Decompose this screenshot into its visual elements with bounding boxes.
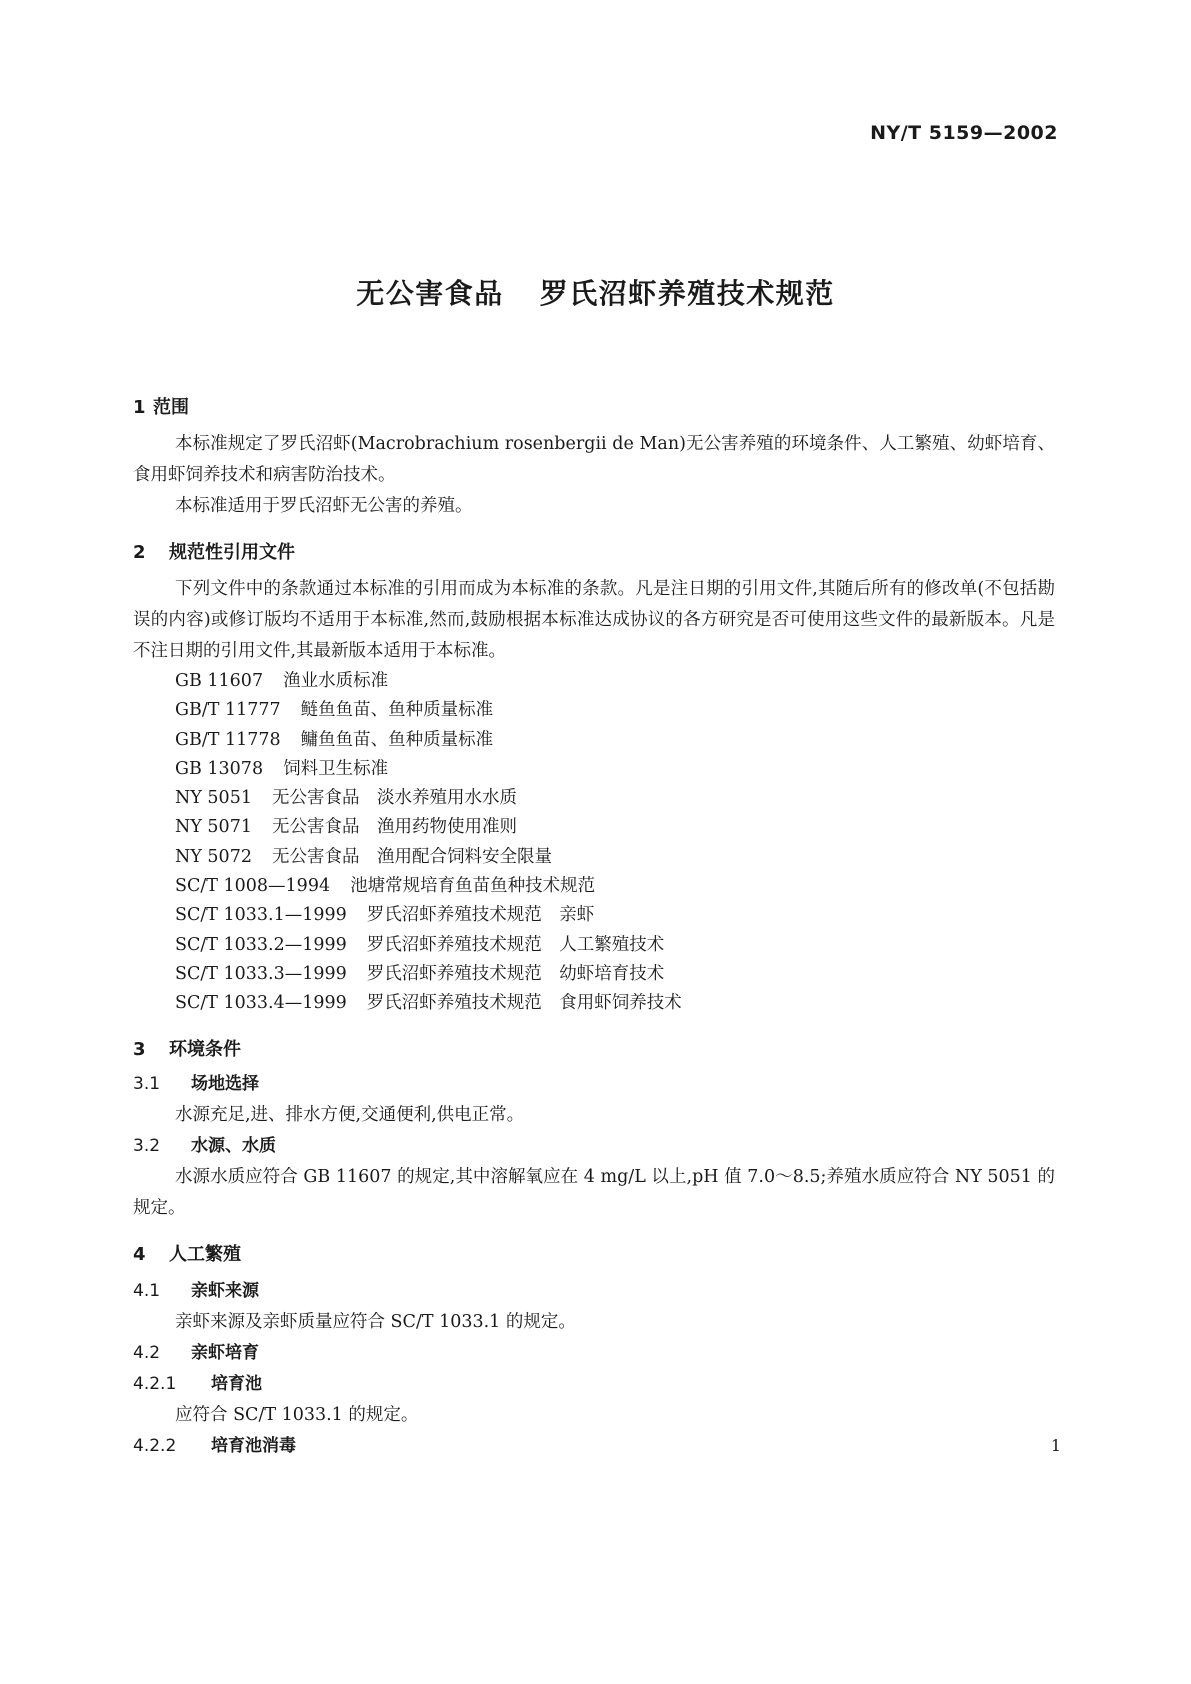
section-number: 2 [133,542,146,563]
reference-code: NY 5072 [175,846,252,867]
title-part2: 罗氏沼虾养殖技术规范 [539,277,835,310]
section-number: 4.2.1 [133,1373,177,1394]
reference-code: SC/T 1033.3—1999 [175,963,347,984]
section-2-heading [133,538,1055,568]
section-number: 4 [133,1243,146,1265]
reference-code: GB/T 11777 [175,700,281,721]
section-number: 3 [133,1038,146,1060]
reference-item [133,872,1055,901]
reference-item [133,755,1055,784]
section-title: 规范性引用文件 [169,542,295,563]
section-4-1-heading [133,1276,1055,1307]
reference-code: NY 5051 [175,788,252,809]
reference-title: 罗氏沼虾养殖技术规范 幼虾培育技术 [366,963,665,984]
section-3-1-heading [133,1069,1055,1100]
section-title: 环境条件 [169,1038,241,1060]
reference-code: SC/T 1033.4—1999 [175,993,347,1014]
section-number: 3.2 [133,1135,161,1156]
reference-title: 罗氏沼虾养殖技术规范 食用虾饲养技术 [366,993,682,1014]
section-3-2-paragraph: 水源水质应符合 GB 11607 的规定,其中溶解氧应在 4 mg/L 以上,pH 值 7.0～8.5;养殖水质应符合 NY 5051 的规定。 [133,1166,1055,1218]
section-3-2-heading [133,1131,1055,1162]
section-4-2-1-heading [133,1369,1055,1400]
section-1-paragraph-2: 本标准适用于罗氏沼虾无公害的养殖。 [175,496,473,516]
reference-title: 无公害食品 淡水养殖用水水质 [271,788,517,809]
document-body [133,393,1055,1462]
section-title: 水源、水质 [191,1135,276,1156]
reference-title: 无公害食品 渔用药物使用准则 [271,817,517,838]
reference-item [133,696,1055,725]
section-title: 亲虾来源 [191,1280,259,1301]
reference-title: 罗氏沼虾养殖技术规范 亲虾 [366,905,595,926]
reference-item [133,726,1055,755]
section-number: 4.2.2 [133,1435,177,1456]
reference-title: 鳙鱼鱼苗、鱼种质量标准 [300,729,494,750]
title-part1: 无公害食品 [356,277,504,310]
section-title: 场地选择 [191,1073,259,1094]
reference-title: 饲料卫生标准 [283,758,389,779]
reference-item [133,784,1055,813]
section-number: 4.1 [133,1280,161,1301]
reference-item [133,960,1055,989]
reference-item [133,931,1055,960]
reference-title: 鲢鱼鱼苗、鱼种质量标准 [300,700,494,721]
section-4-2-heading [133,1338,1055,1369]
standard-code: NY/T 5159—2002 [870,122,1058,144]
reference-item [133,901,1055,930]
reference-code: GB 13078 [175,758,264,779]
reference-item [133,667,1055,696]
section-1-paragraph-1: 本标准规定了罗氏沼虾(Macrobrachium rosenbergii de Man)无公害养殖的环境条件、人工繁殖、幼虾培育、食用虾饲养技术和病害防治技术。 [133,434,1055,485]
page-number: 1 [1050,1436,1061,1455]
section-2-paragraph-1: 下列文件中的条款通过本标准的引用而成为本标准的条款。凡是注日期的引用文件,其随后所有的修改单(不包括勘误的内容)或修订版均不适用于本标准,然而,鼓励根据本标准达成协议的各方研究是否可使用这些文件的最新版本。凡是不注日期的引用文件,其最新版本适用于本标准。 [133,579,1055,661]
reference-title: 无公害食品 渔用配合饲料安全限量 [271,846,552,867]
reference-item [133,813,1055,842]
section-4-2-1-paragraph: 应符合 SC/T 1033.1 的规定。 [175,1404,419,1425]
reference-code: SC/T 1033.2—1999 [175,934,347,955]
reference-code: SC/T 1008—1994 [175,876,331,897]
reference-code: GB/T 11778 [175,729,281,750]
reference-title: 渔业水质标准 [283,671,389,691]
reference-item [133,843,1055,872]
section-title: 培育池 [211,1373,262,1394]
section-1-heading [133,393,1055,423]
section-title: 亲虾培育 [191,1342,259,1363]
reference-title: 罗氏沼虾养殖技术规范 人工繁殖技术 [366,934,665,955]
section-3-1-paragraph: 水源充足,进、排水方便,交通便利,供电正常。 [175,1104,525,1125]
section-title: 人工繁殖 [169,1243,241,1265]
section-4-heading [133,1240,1055,1270]
reference-list [133,667,1055,1019]
section-number: 3.1 [133,1073,161,1094]
reference-code: SC/T 1033.1—1999 [175,905,347,926]
section-title: 培育池消毒 [211,1435,296,1456]
section-4-1-paragraph: 亲虾来源及亲虾质量应符合 SC/T 1033.1 的规定。 [175,1311,576,1332]
reference-title: 池塘常规培育鱼苗鱼种技术规范 [350,876,596,897]
section-4-2-2-heading [133,1431,1055,1462]
section-number: 4.2 [133,1342,161,1363]
reference-code: NY 5071 [175,817,252,838]
reference-item [133,989,1055,1018]
reference-code: GB 11607 [175,671,264,691]
document-title [0,272,1191,312]
section-3-heading [133,1035,1055,1065]
section-number: 1 [133,397,146,418]
section-title: 范围 [153,397,189,418]
